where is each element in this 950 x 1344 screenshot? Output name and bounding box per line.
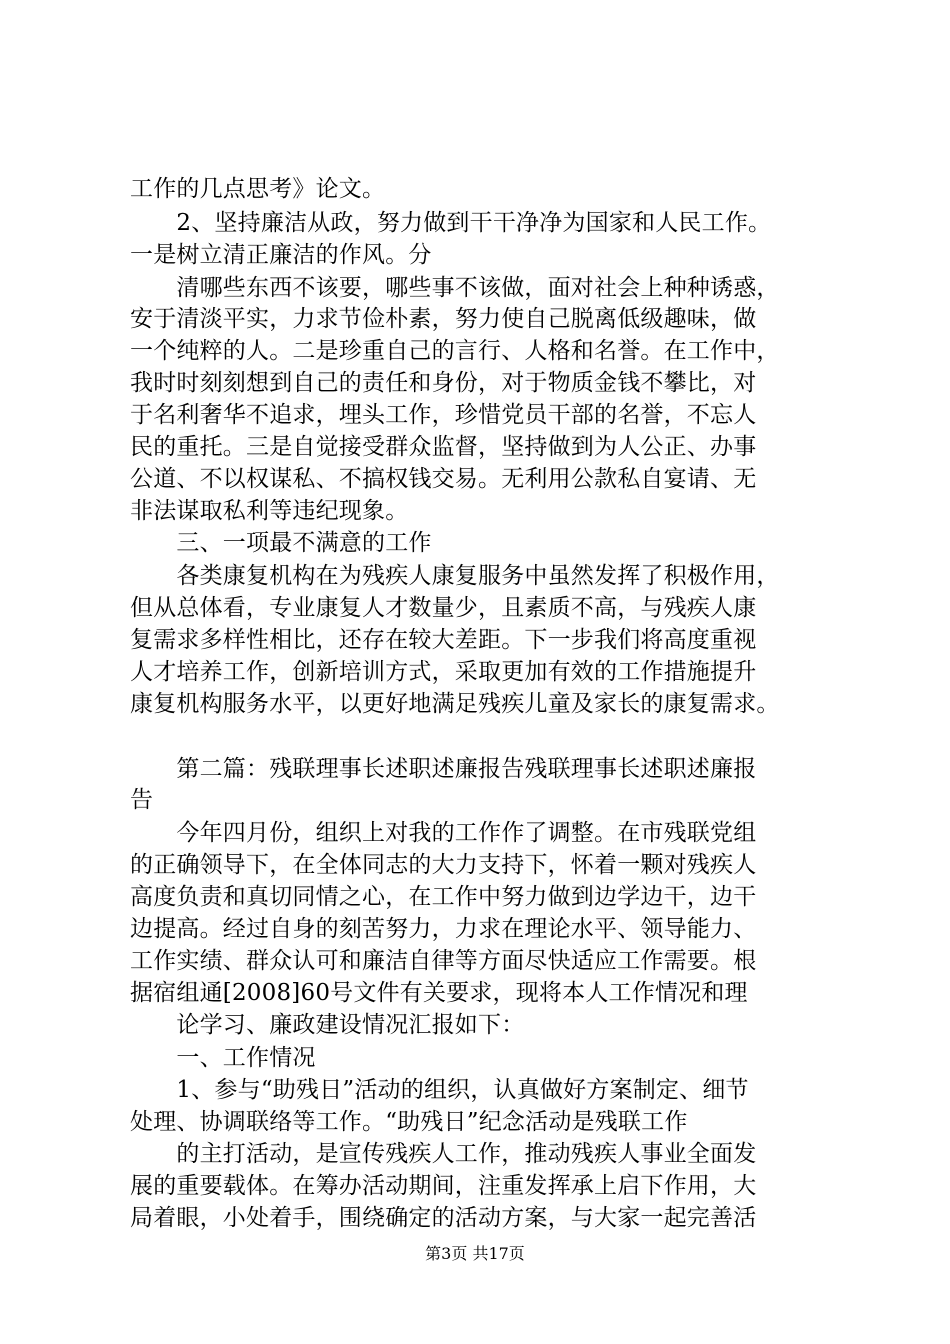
- text-line: 复需求多样性相比，还存在较大差距。下一步我们将高度重视: [130, 627, 757, 653]
- chapter-heading: 第二篇：残联理事长述职述廉报告残联理事长述职述廉报: [130, 756, 757, 782]
- text-line: 清哪些东西不该要，哪些事不该做，面对社会上种种诱惑，: [130, 275, 780, 301]
- text-line: 我时时刻刻想到自己的责任和身份，对于物质金钱不攀比，对: [130, 370, 757, 396]
- text-line: 局着眼，小处着手，围绕确定的活动方案，与大家一起完善活: [130, 1205, 757, 1231]
- text-line: 展的重要载体。在筹办活动期间，注重发挥承上启下作用，大: [130, 1173, 757, 1199]
- text-line: 各类康复机构在为残疾人康复服务中虽然发挥了积极作用，: [130, 563, 780, 589]
- text-line: 于名利奢华不追求，埋头工作，珍惜党员干部的名誉，不忘人: [130, 402, 757, 428]
- section-heading: 三、一项最不满意的工作: [130, 530, 432, 556]
- chapter-heading-continued: 告: [130, 787, 154, 813]
- text-line: 安于清淡平实，力求节俭朴素，努力使自己脱离低级趣味，做: [130, 306, 757, 332]
- text-line: 高度负责和真切同情之心，在工作中努力做到边学边干，边干: [130, 884, 757, 910]
- text-line: 但从总体看，专业康复人才数量少，且素质不高，与残疾人康: [130, 595, 757, 621]
- text-line: 工作实绩、群众认可和廉洁自律等方面尽快适应工作需要。根: [130, 948, 757, 974]
- section-heading: 一、工作情况: [130, 1045, 316, 1071]
- text-line: 据宿组通[2008]60号文件有关要求，现将本人工作情况和理: [130, 980, 748, 1006]
- page-footer: 第3页 共17页: [425, 1244, 525, 1263]
- text-line: 论学习、廉政建设情况汇报如下：: [130, 1012, 525, 1038]
- text-line: 工作的几点思考》论文。: [130, 176, 386, 202]
- text-line: 今年四月份，组织上对我的工作作了调整。在市残联党组: [130, 820, 757, 846]
- text-line: 康复机构服务水平，以更好地满足残疾儿童及家长的康复需求。: [130, 691, 780, 717]
- text-line: 的正确领导下，在全体同志的大力支持下，怀着一颗对残疾人: [130, 852, 757, 878]
- text-line: 民的重托。三是自觉接受群众监督，坚持做到为人公正、办事: [130, 434, 757, 460]
- text-line: 人才培养工作，创新培训方式，采取更加有效的工作措施提升: [130, 659, 757, 685]
- text-line: 非法谋取私利等违纪现象。: [130, 498, 409, 524]
- text-line: 公道、不以权谋私、不搞权钱交易。无利用公款私自宴请、无: [130, 466, 757, 492]
- text-line: 处理、协调联络等工作。“助残日”纪念活动是残联工作: [130, 1109, 688, 1135]
- text-line: 的主打活动，是宣传残疾人工作，推动残疾人事业全面发: [130, 1141, 757, 1167]
- text-line: 一是树立清正廉洁的作风。分: [130, 242, 432, 268]
- text-line: 1、参与“助残日”活动的组织，认真做好方案制定、细节: [130, 1077, 749, 1103]
- text-line: 2、坚持廉洁从政，努力做到干干净净为国家和人民工作。: [130, 210, 772, 236]
- text-line: 边提高。经过自身的刻苦努力，力求在理论水平、领导能力、: [130, 916, 757, 942]
- text-line: 一个纯粹的人。二是珍重自己的言行、人格和名誉。在工作中，: [130, 338, 780, 364]
